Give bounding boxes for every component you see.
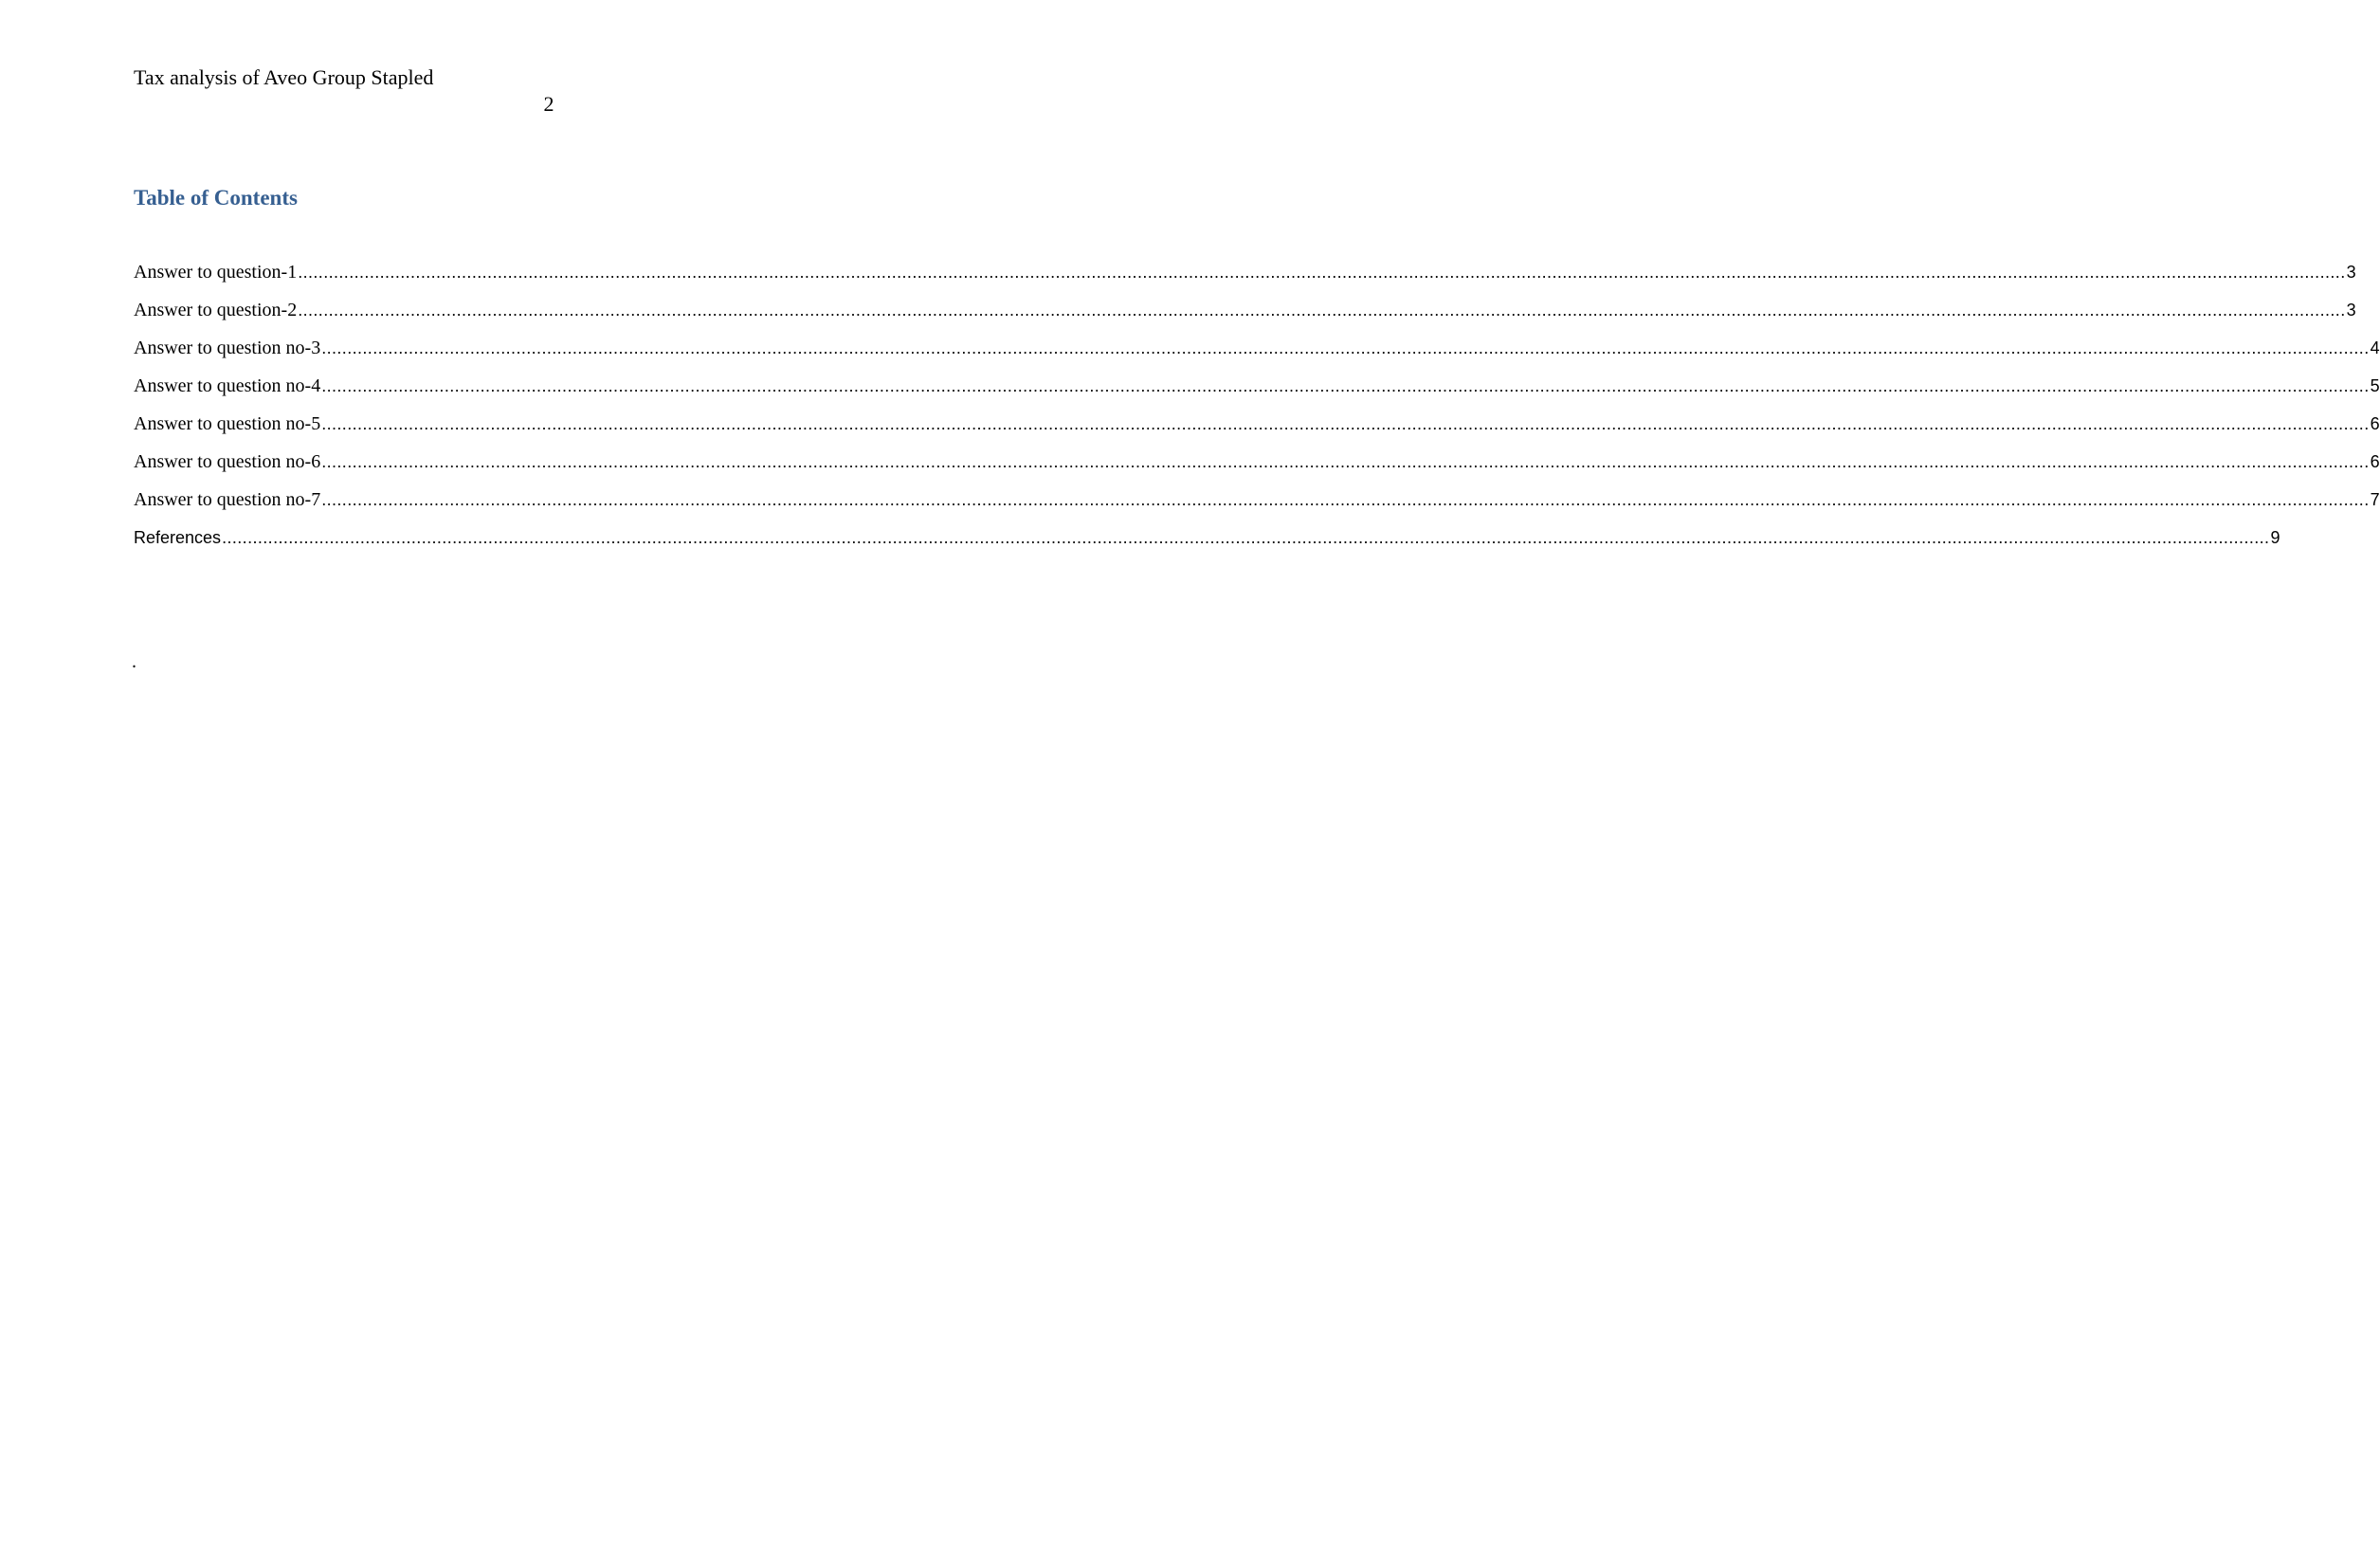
toc-entry-page: 9: [2270, 528, 2280, 547]
toc-leader-dots: ................................................................................................................................................................................................................................................................................................................................................................................................................: [222, 528, 2270, 547]
toc-leader-dots: ................................................................................................................................................................................................................................................................................................................................................................................................................: [298, 263, 2346, 282]
toc-leader-dots: ................................................................................................................................................................................................................................................................................................................................................................................................................: [321, 376, 2370, 395]
toc-entry-question-6[interactable]: [134, 448, 2380, 485]
toc-entry-label: Answer to question no-3: [134, 338, 321, 358]
toc-leader-dots: ................................................................................................................................................................................................................................................................................................................................................................................................................: [321, 414, 2370, 433]
toc-entry-page: 4: [2370, 338, 2380, 357]
toc-entry-page: 6: [2370, 452, 2380, 471]
toc-entry-label: Answer to question no-4: [134, 375, 321, 396]
toc-entry-question-4[interactable]: [134, 372, 2380, 410]
toc-entry-label: Answer to question no-6: [134, 451, 321, 472]
toc-list: [134, 258, 2380, 561]
toc-entry-label: Answer to question-2: [134, 300, 298, 320]
toc-heading: Table of Contents: [134, 186, 298, 210]
toc-entry-page: 3: [2346, 263, 2356, 282]
toc-entry-label: Answer to question no-7: [134, 489, 321, 510]
toc-entry-label: References: [134, 528, 222, 547]
toc-entry-page: 6: [2370, 414, 2380, 433]
toc-entry-question-2[interactable]: [134, 296, 2356, 334]
toc-entry-question-3[interactable]: [134, 334, 2380, 372]
toc-entry-question-5[interactable]: [134, 410, 2380, 448]
toc-leader-dots: ................................................................................................................................................................................................................................................................................................................................................................................................................: [321, 338, 2370, 357]
toc-leader-dots: ................................................................................................................................................................................................................................................................................................................................................................................................................: [321, 452, 2370, 471]
toc-entry-references[interactable]: [134, 523, 2280, 561]
toc-leader-dots: ................................................................................................................................................................................................................................................................................................................................................................................................................: [298, 301, 2346, 320]
toc-entry-question-7[interactable]: [134, 485, 2380, 523]
running-header-title: Tax analysis of Aveo Group Stapled: [134, 65, 434, 89]
toc-entry-page: 3: [2346, 301, 2356, 320]
toc-entry-label: Answer to question-1: [134, 262, 298, 283]
toc-leader-dots: ................................................................................................................................................................................................................................................................................................................................................................................................................: [321, 490, 2370, 509]
toc-entry-question-1[interactable]: [134, 258, 2356, 296]
stray-period: .: [132, 651, 136, 672]
page-number: 2: [543, 92, 554, 116]
toc-entry-page: 5: [2370, 376, 2380, 395]
toc-entry-label: Answer to question no-5: [134, 413, 321, 434]
toc-entry-page: 7: [2370, 490, 2380, 509]
